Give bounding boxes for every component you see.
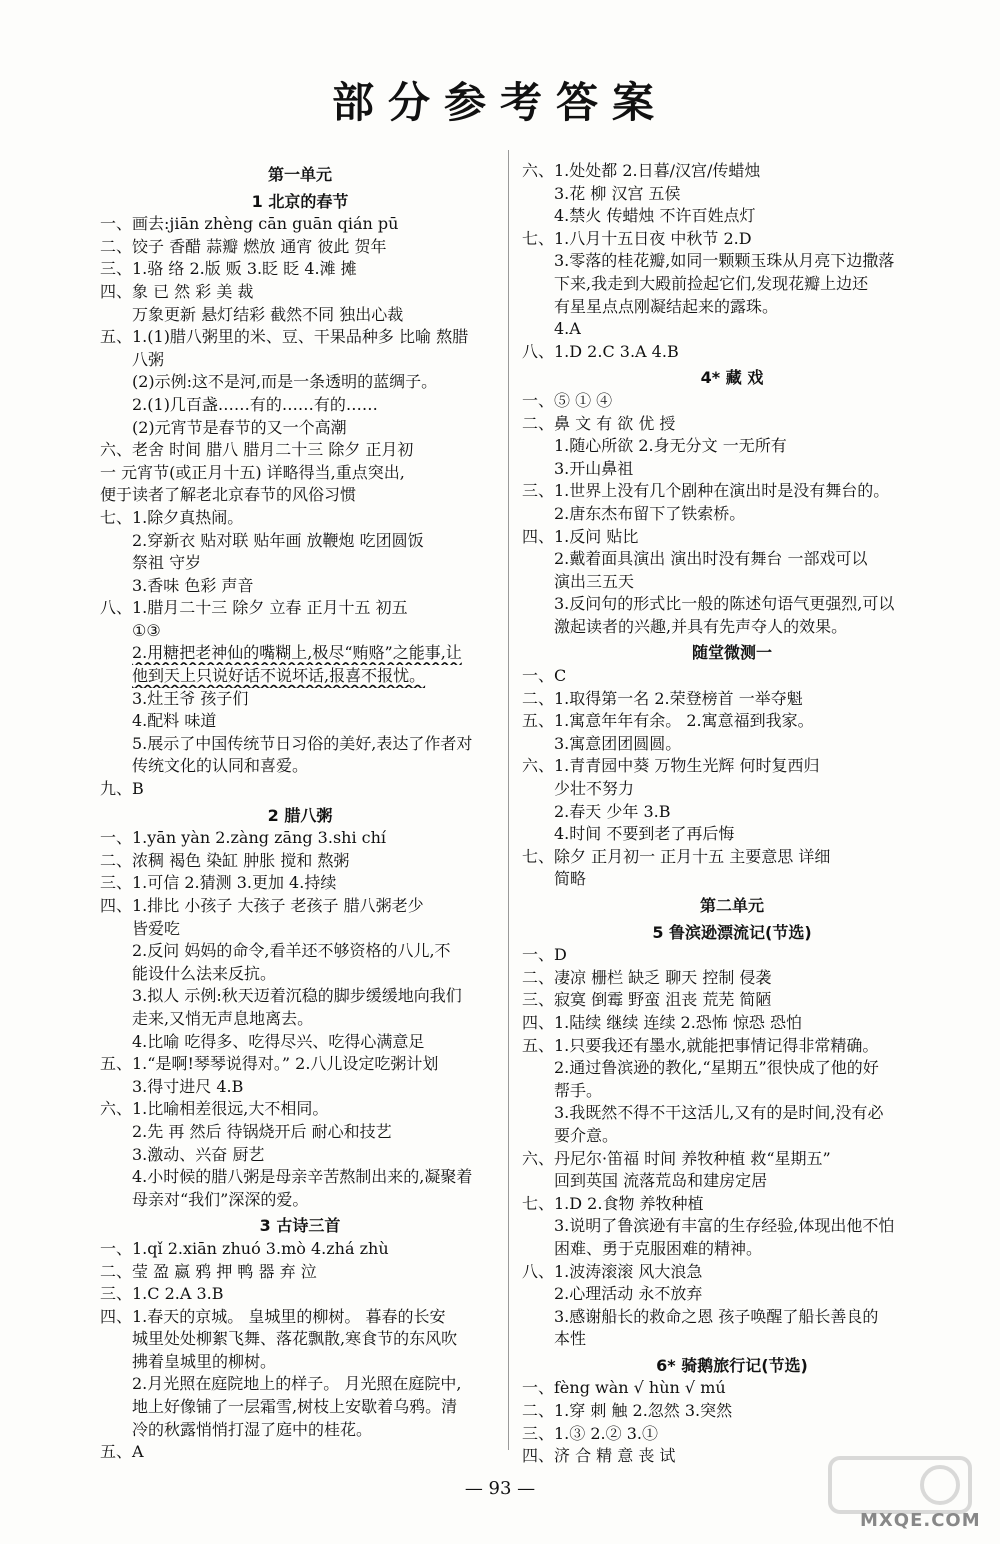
- answer-line: 3.寓意团团圆圆。: [554, 733, 682, 753]
- answer-line: 3.我既然不得不干这活儿,又有的是时间,没有必: [554, 1103, 884, 1123]
- answer-line: 六、老舍 时间 腊八 腊月二十三 除夕 正月初: [100, 440, 414, 460]
- answer-line: 三、1.可信 2.猜测 3.更加 4.持续: [100, 873, 337, 893]
- answer-line: 2.反问 妈妈的命令,看羊还不够资格的八儿,不: [132, 941, 451, 961]
- answer-line: 5.展示了中国传统节日习俗的美好,表达了作者对: [132, 733, 473, 753]
- answer-line: 本性: [554, 1329, 587, 1349]
- answer-line: 3.花 柳 汉宫 五侯: [554, 183, 681, 203]
- answer-line: 下来,我走到大殿前捡起它们,发现花瓣上边还: [554, 273, 869, 293]
- answer-line: 3.灶王爷 孩子们: [132, 688, 249, 708]
- answer-line: 2.春天 少年 3.B: [554, 801, 671, 821]
- answer-line: 演出三五天: [554, 571, 635, 591]
- answer-line: (2)示例:这不是河,而是一条透明的蓝绸子。: [132, 372, 438, 392]
- answer-line: 要介意。: [554, 1125, 619, 1145]
- answer-line: 2.用糖把老神仙的嘴糊上,极尽“贿赂”之能事,让: [132, 643, 462, 663]
- answer-line: 2.先 再 然后 待锅烧开后 耐心和技艺: [132, 1121, 392, 1141]
- answer-line: 二、鼻 文 有 欲 优 授: [522, 413, 676, 433]
- answer-line: 回到英国 流落荒岛和建房定居: [554, 1171, 768, 1191]
- answer-line: 1.随心所欲 2.身无分文 一无所有: [554, 436, 787, 456]
- page-title: 部分参考答案: [331, 78, 668, 127]
- answer-line: 四、1.反问 贴比: [522, 526, 639, 546]
- answer-line: 六、1.比喻相差很远,大不相同。: [100, 1099, 329, 1119]
- answer-line: 3.拟人 示例:秋天迈着沉稳的脚步缓缓地向我们: [132, 986, 462, 1006]
- answer-line: 二、浓稠 褐色 染缸 肿胀 搅和 熬粥: [100, 850, 350, 870]
- answer-line: 走来,又悄无声息地离去。: [132, 1008, 314, 1028]
- answer-line: 4.禁火 传蜡烛 不许百姓点灯: [554, 206, 756, 226]
- answer-line: 一、画去:jiān zhèng cān guān qián pū: [100, 214, 399, 234]
- answer-line: 二、1.穿 刺 触 2.忽然 3.突然: [522, 1401, 733, 1421]
- answer-line: 六、1.处处都 2.日暮/汉宫/传蜡烛: [522, 161, 761, 180]
- answer-line: 4.比喻 吃得多、吃得尽兴、吃得心满意足: [132, 1031, 425, 1051]
- section-heading: 2 腊八粥: [267, 805, 333, 825]
- answer-line: 七、1.八月十五日夜 中秋节 2.D: [522, 228, 752, 248]
- answer-line: 三、1.③ 2.② 3.①: [522, 1423, 658, 1443]
- answer-line: 九、B: [100, 779, 144, 799]
- answer-line: 2.戴着面具演出 演出时没有舞台 一部戏可以: [554, 549, 868, 569]
- answer-line: 4.小时候的腊八粥是母亲辛苦熬制出来的,凝聚着: [132, 1167, 473, 1187]
- page-number: — 93 —: [464, 1478, 536, 1499]
- answer-line: 2.心理活动 永不放弃: [554, 1284, 703, 1304]
- answer-line: 3.反问句的形式比一般的陈述句语气更强烈,可以: [554, 594, 895, 614]
- answer-line: 一、fèng wàn √ hùn √ mú: [522, 1378, 726, 1398]
- answer-line: 3.零落的桂花瓣,如同一颗颗玉珠从月亮下边撒落: [554, 251, 895, 271]
- answer-line: 冷的秋露悄悄打湿了庭中的桂花。: [132, 1419, 373, 1439]
- answer-line: 一 元宵节(或正月十五) 详略得当,重点突出,: [100, 462, 405, 482]
- answer-line: 八、1.D 2.C 3.A 4.B: [522, 341, 679, 361]
- answer-line: 一、1.qǐ 2.xiān zhuó 3.mò 4.zhá zhù: [100, 1238, 389, 1258]
- answer-line: 传统文化的认同和喜爱。: [132, 756, 309, 776]
- answer-line: 六、丹尼尔·笛福 时间 养牧种植 救“星期五”: [522, 1148, 831, 1168]
- answer-line: 四、象 已 然 彩 美 裁: [100, 281, 254, 301]
- section-heading: 第二单元: [699, 896, 764, 915]
- answer-line: 2.(1)几百盏……有的……有的……: [132, 394, 378, 414]
- answer-line: 八、1.腊月二十三 除夕 立春 正月十五 初五: [100, 598, 408, 618]
- column-divider: [508, 150, 509, 1450]
- answer-line: 四、济 合 精 意 丧 试: [522, 1446, 676, 1466]
- answer-line: 三、1.骆 络 2.版 贩 3.眨 眨 4.滩 摊: [100, 259, 357, 279]
- answer-line: 2.通过鲁滨逊的教化,“星期五”很快成了他的好: [554, 1058, 879, 1078]
- answer-line: 二、莹 盈 嬴 鸦 押 鸭 器 弃 泣: [100, 1261, 317, 1281]
- answer-line: 四、1.陆续 继续 连续 2.恐怖 惊恐 恐怕: [522, 1012, 802, 1032]
- answer-line: 万象更新 悬灯结彩 截然不同 独出心裁: [132, 304, 404, 324]
- section-heading: 4* 藏 戏: [700, 368, 764, 388]
- answer-line: 他到天上只说好话不说坏话,报喜不报忧。: [132, 666, 426, 686]
- section-heading: 第一单元: [267, 165, 332, 184]
- answer-line: 3.得寸进尺 4.B: [132, 1076, 244, 1096]
- answer-line: 皆爱吃: [132, 918, 181, 938]
- section-heading: 6* 骑鹅旅行记(节选): [656, 1355, 808, 1375]
- answer-line: 三、寂寞 倒霉 野蛮 沮丧 荒芜 简陋: [522, 990, 772, 1010]
- answer-line: 3.感谢船长的救命之恩 孩子唤醒了船长善良的: [554, 1306, 879, 1326]
- answer-line: 二、凄凉 栅栏 缺乏 聊天 控制 侵袭: [522, 967, 772, 987]
- answer-line: 八粥: [132, 349, 165, 369]
- answer-line: 五、A: [100, 1442, 144, 1462]
- answer-line: 七、1.D 2.食物 养牧种植: [522, 1193, 704, 1213]
- section-heading: 1 北京的春节: [251, 191, 349, 211]
- answer-line: 五、1.“是啊!琴琴说得对。” 2.八儿设定吃粥计划: [100, 1054, 439, 1074]
- answer-line: 祭祖 守岁: [132, 553, 202, 573]
- answer-line: 4.A: [554, 319, 581, 339]
- answer-line: 帮手。: [554, 1080, 603, 1100]
- answer-line: (2)元宵节是春节的又一个高潮: [132, 417, 347, 437]
- left-column: [100, 160, 500, 1464]
- answer-line: 五、1.只要我还有墨水,就能把事情记得非常精确。: [522, 1035, 879, 1055]
- answer-line: 七、除夕 正月初一 正月十五 主要意思 详细: [522, 846, 831, 866]
- answer-line: 六、1.青青园中葵 万物生光辉 何时复西归: [522, 756, 820, 776]
- watermark-text: MXQE.COM: [860, 1510, 981, 1531]
- right-column: [522, 160, 942, 1468]
- answer-line: 地上好像铺了一层霜雪,树枝上安歇着乌鸦。清: [132, 1397, 458, 1417]
- answer-line: 3.开山鼻祖: [554, 458, 634, 478]
- answer-line: 二、饺子 香醋 蒜瓣 燃放 通宵 彼此 贺年: [100, 236, 387, 256]
- answer-line: 3.激动、兴奋 厨艺: [132, 1144, 265, 1164]
- answer-line: 拂着皇城里的柳树。: [132, 1351, 277, 1371]
- answer-line: 五、1.寓意年年有余。 2.寓意福到我家。: [522, 711, 814, 731]
- answer-line: 能设什么法来反抗。: [132, 963, 277, 983]
- answer-line: 母亲对“我们”深深的爱。: [132, 1189, 309, 1209]
- answer-line: 一、D: [522, 945, 567, 965]
- answer-line: 2.月光照在庭院地上的样子。 月光照在庭院中,: [132, 1374, 462, 1394]
- answer-line: 五、1.(1)腊八粥里的米、豆、干果品种多 比喻 熬腊: [100, 327, 469, 347]
- answer-line: 2.穿新衣 贴对联 贴年画 放鞭炮 吃团圆饭: [132, 530, 424, 550]
- answer-line: 四、1.排比 小孩子 大孩子 老孩子 腊八粥老少: [100, 896, 424, 915]
- answer-line: 一、1.yān yàn 2.zàng zāng 3.shi chí: [100, 828, 387, 848]
- answer-line: 困难、勇于克服困难的精神。: [554, 1238, 763, 1258]
- answer-line: 少壮不努力: [554, 779, 635, 799]
- answer-line: 七、1.除夕真热闹。: [100, 507, 244, 527]
- answer-line: 一、C: [522, 666, 567, 686]
- answer-line: 3.说明了鲁滨逊有丰富的生存经验,体现出他不怕: [554, 1216, 895, 1236]
- answer-line: 2.唐东杰布留下了铁索桥。: [554, 503, 746, 523]
- answer-line: ①③: [132, 620, 161, 640]
- answer-line: 简略: [554, 869, 587, 889]
- answer-line: 4.配料 味道: [132, 711, 217, 731]
- answer-line: 城里处处柳絮飞舞、落花飘散,寒食节的东风吹: [132, 1329, 458, 1349]
- answer-line: 一、⑤ ① ④: [522, 390, 613, 410]
- section-heading: 5 鲁滨逊漂流记(节选): [652, 922, 812, 942]
- answer-line: 二、1.取得第一名 2.荣登榜首 一举夺魁: [522, 688, 803, 708]
- answer-line: 八、1.波涛滚滚 风大浪急: [522, 1261, 703, 1281]
- answer-line: 三、1.C 2.A 3.B: [100, 1284, 224, 1304]
- section-heading: 随堂微测一: [691, 643, 772, 663]
- answer-line: 3.香味 色彩 声音: [132, 575, 254, 595]
- answer-line: 三、1.世界上没有几个剧种在演出时是没有舞台的。: [522, 481, 890, 501]
- answer-line: 有星星点点刚凝结起来的露珠。: [554, 296, 779, 316]
- section-heading: 3 古诗三首: [259, 1216, 341, 1236]
- answer-line: 便于读者了解老北京春节的风俗习惯: [100, 485, 357, 505]
- answer-line: 激起读者的兴趣,并具有先声夺人的效果。: [554, 616, 848, 636]
- answer-line: 4.时间 不要到老了再后悔: [554, 824, 735, 844]
- answer-line: 四、1.春天的京城。 皇城里的柳树。 暮春的长安: [100, 1306, 446, 1326]
